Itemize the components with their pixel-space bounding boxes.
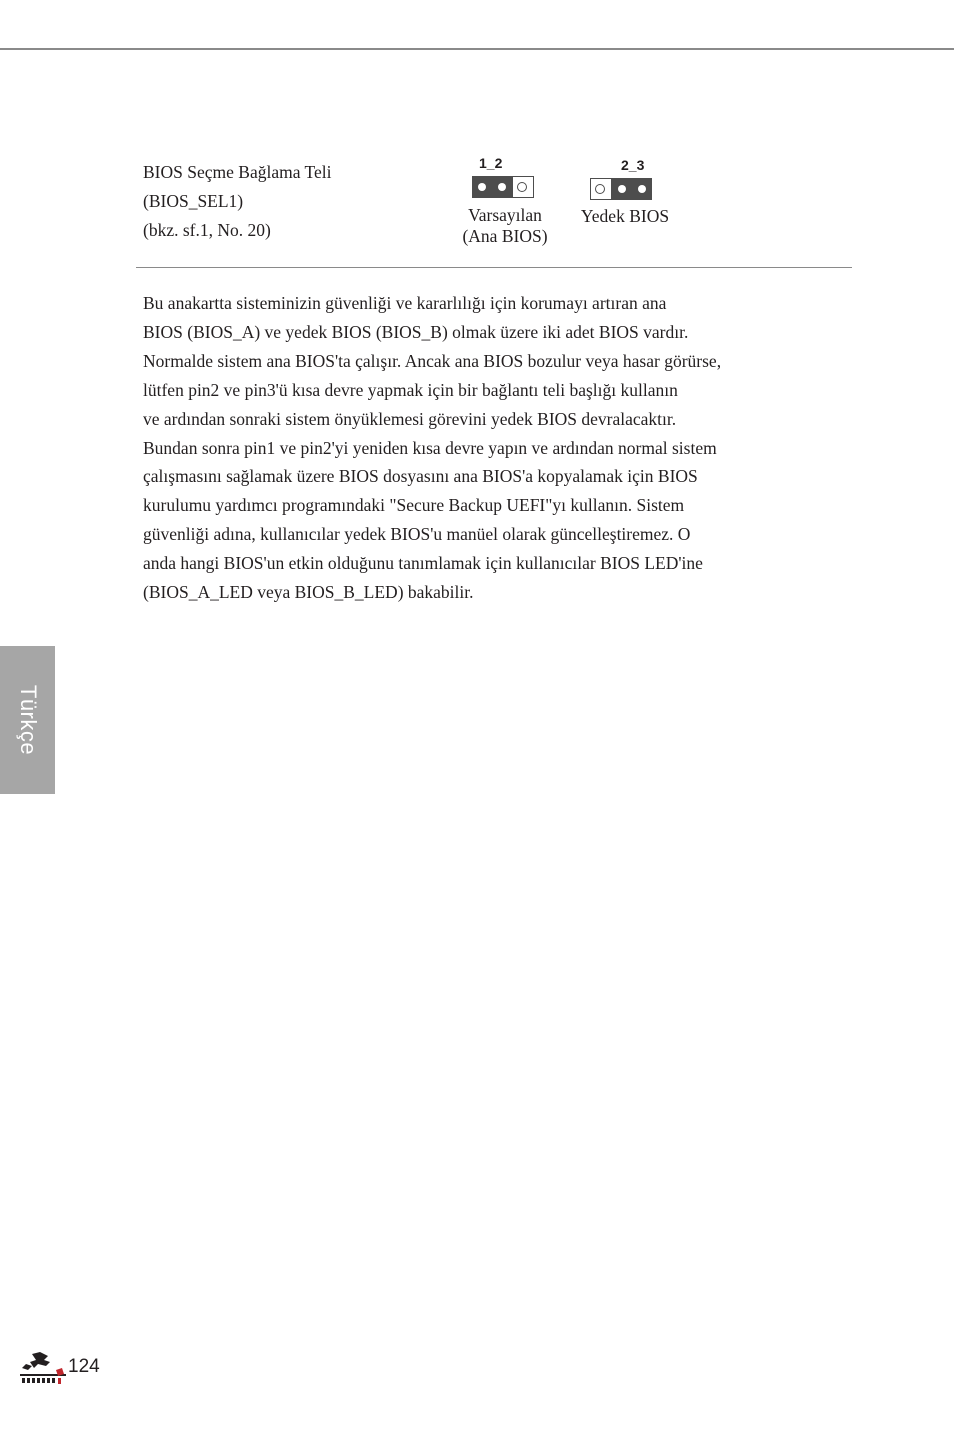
- body-line: lütfen pin2 ve pin3'ü kısa devre yapmak için bir bağlantı teli başlığı kullanın: [143, 379, 678, 400]
- jumper-label: [143, 158, 331, 245]
- jumper-default-pins: [472, 176, 534, 198]
- caption-backup-line: Yedek BIOS: [580, 206, 670, 226]
- pin-open-icon: [590, 178, 612, 200]
- language-side-tab-label: Türkçe: [15, 684, 41, 756]
- body-line: Normalde sistem ana BIOS'ta çalışır. Ancak ana BIOS bozulur veya hasar görürse,: [143, 350, 722, 371]
- section-divider: [136, 267, 852, 268]
- pin-label-default: 1_2: [479, 155, 503, 171]
- body-line: çalışmasını sağlamak üzere BIOS dosyasını ana BIOS'a kopyalamak için BIOS: [143, 466, 698, 487]
- language-side-tab: [0, 646, 55, 794]
- caption-default-line: (Ana BIOS): [462, 226, 548, 246]
- body-line: güvenliği adına, kullanıcılar yedek BIOS'u manüel olarak güncelleştiremez. O: [143, 524, 691, 545]
- pin-shorted-icon: [472, 176, 492, 198]
- jumper-label-line: (BIOS_SEL1): [143, 191, 244, 211]
- brand-logo-icon: [18, 1350, 68, 1386]
- pin-shorted-icon: [632, 178, 652, 200]
- pin-shorted-icon: [492, 176, 512, 198]
- caption-backup: [575, 206, 675, 227]
- caption-default-line: Varsayılan: [468, 205, 542, 225]
- body-paragraph: [143, 289, 823, 607]
- header-rule: [0, 48, 954, 50]
- pin-open-icon: [512, 176, 534, 198]
- body-line: Bu anakartta sisteminizin güvenliği ve kararlılığı için korumayı artıran ana: [143, 293, 667, 313]
- pin-shorted-icon: [612, 178, 632, 200]
- body-line: (BIOS_A_LED veya BIOS_B_LED) bakabilir.: [143, 582, 474, 603]
- body-line: Bundan sonra pin1 ve pin2'yi yeniden kısa devre yapın ve ardından normal sistem: [143, 437, 717, 458]
- jumper-label-line: BIOS Seçme Bağlama Teli: [143, 162, 332, 182]
- jumper-label-line: (bkz. sf.1, No. 20): [143, 220, 271, 240]
- page-number: 124: [68, 1356, 100, 1377]
- body-line: kurulumu yardımcı programındaki "Secure Backup UEFI"yı kullanın. Sistem: [143, 495, 685, 516]
- body-line: anda hangi BIOS'un etkin olduğunu tanımlamak için kullanıcılar BIOS LED'ine: [143, 553, 703, 574]
- jumper-backup-pins: [590, 178, 652, 200]
- body-line: BIOS (BIOS_A) ve yedek BIOS (BIOS_B) olmak üzere iki adet BIOS vardır.: [143, 321, 689, 342]
- caption-default: [455, 205, 555, 247]
- pin-label-backup: 2_3: [621, 157, 645, 173]
- body-line: ve ardından sonraki sistem önyüklemesi görevini yedek BIOS devralacaktır.: [143, 408, 677, 429]
